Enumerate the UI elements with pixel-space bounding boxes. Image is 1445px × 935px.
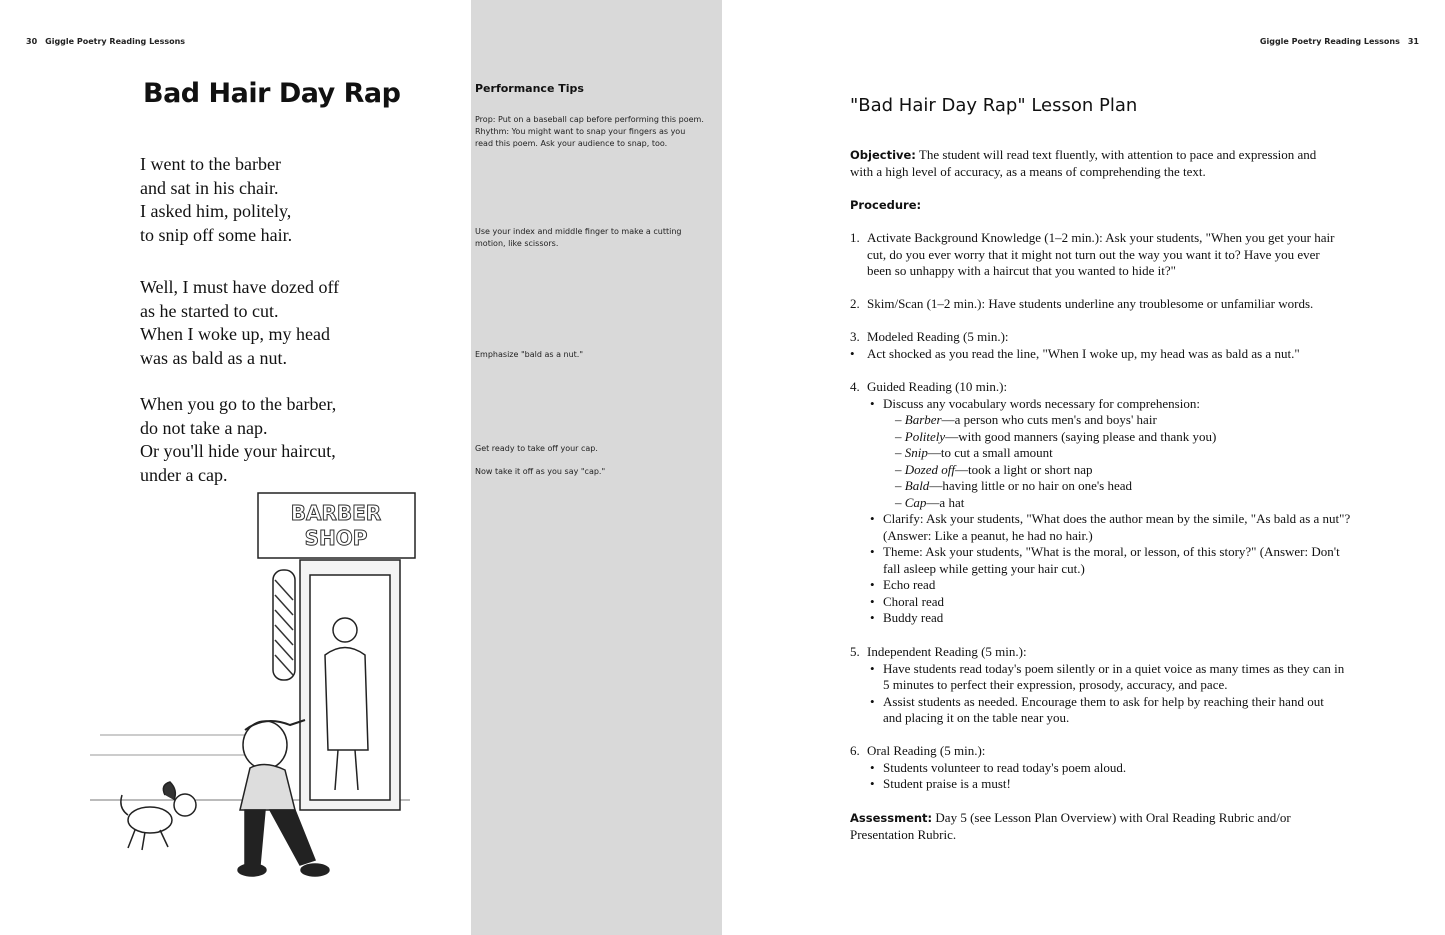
bullet-icon: • bbox=[870, 693, 875, 709]
tip-ready-cap bbox=[475, 443, 710, 455]
poem-line: When I woke up, my head bbox=[140, 324, 330, 344]
poem-line: Or you'll hide your haircut, bbox=[140, 441, 336, 461]
vocab-term: Barber bbox=[904, 412, 942, 427]
vocab-term: Dozed off bbox=[904, 461, 955, 477]
step-number: 2. bbox=[850, 296, 860, 311]
bullet-icon: • bbox=[870, 544, 875, 559]
step-5 bbox=[850, 644, 1344, 727]
step-number: 1. bbox=[850, 230, 860, 245]
poem-line: and sat in his chair. bbox=[140, 177, 279, 198]
poem-stanza-1 bbox=[140, 153, 292, 247]
bullet-icon: • bbox=[870, 511, 875, 526]
procedure-label: Procedure: bbox=[850, 198, 922, 212]
vocab-term: Snip bbox=[904, 445, 928, 460]
poem-line: Well, I must have dozed off bbox=[140, 277, 340, 297]
vocab-item: – Snip—to cut a small amount bbox=[895, 445, 1053, 460]
poem-line: as he started to cut. bbox=[140, 300, 279, 321]
objective-label: Objective: bbox=[850, 148, 916, 162]
vocab-term: Bald bbox=[904, 478, 930, 493]
objective-text: The student will read text fluently, with attention to pace and expression and bbox=[915, 147, 1317, 162]
poem-line: I asked him, politely, bbox=[140, 201, 292, 221]
tip-line: Prop: Put on a baseball cap before performing this poem. bbox=[475, 115, 704, 124]
step-text: Skim/Scan (1–2 min.): Have students underline any troublesome or unfamiliar words. bbox=[867, 296, 1314, 311]
step-text: Independent Reading (5 min.): bbox=[867, 644, 1027, 659]
poem-title: Bad Hair Day Rap bbox=[143, 78, 401, 109]
vocab-def: —took a light or short nap bbox=[954, 461, 1093, 477]
poem-line: to snip off some hair. bbox=[140, 224, 293, 245]
tip-prop-rhythm bbox=[475, 114, 710, 150]
left-running-head bbox=[26, 37, 185, 46]
step-number: 6. bbox=[850, 743, 860, 758]
step-2 bbox=[850, 296, 1313, 313]
step-number: 3. bbox=[850, 329, 860, 344]
poem-line: do not take a nap. bbox=[140, 417, 268, 438]
tip-line: Emphasize "bald as a nut." bbox=[475, 350, 584, 359]
bullet-text: Student praise is a must! bbox=[883, 776, 1011, 791]
vocab-term: Politely bbox=[904, 428, 946, 444]
step-text: Oral Reading (5 min.): bbox=[867, 743, 986, 758]
right-running-head-text: Giggle Poetry Reading Lessons bbox=[1259, 37, 1400, 46]
poem-stanza-3 bbox=[140, 393, 336, 487]
bullet-icon: • bbox=[870, 395, 875, 411]
bullet-icon: • bbox=[870, 593, 875, 609]
tips-title: Performance Tips bbox=[475, 82, 584, 95]
right-page-number: 31 bbox=[1407, 37, 1419, 46]
assessment-text: Presentation Rubric. bbox=[850, 826, 957, 842]
right-running-head bbox=[1260, 37, 1419, 46]
bullet-text: Clarify: Ask your students, "What does the author mean by the simile, "As bald as a nut"? bbox=[883, 511, 1351, 526]
left-running-head-text: Giggle Poetry Reading Lessons bbox=[45, 37, 186, 46]
poem-line: When you go to the barber, bbox=[140, 394, 337, 414]
vocab-def: —to cut a small amount bbox=[927, 445, 1053, 460]
objective-text: with a high level of accuracy, as a means of comprehending the text. bbox=[850, 163, 1206, 179]
tip-take-off-cap bbox=[475, 466, 710, 478]
lesson-plan-title: "Bad Hair Day Rap" Lesson Plan bbox=[850, 95, 1138, 116]
vocab-item: – Dozed off—took a light or short nap bbox=[895, 461, 1093, 477]
bullet-text: (Answer: Like a peanut, he had no hair.) bbox=[883, 527, 1093, 543]
tip-scissors bbox=[475, 226, 710, 250]
vocab-def: —a person who cuts men's and boys' hair bbox=[941, 412, 1157, 427]
bullet-icon: • bbox=[850, 345, 855, 361]
vocab-def: —a hat bbox=[926, 494, 965, 510]
bullet-text: Act shocked as you read the line, "When I woke up, my head was as bald as a nut." bbox=[867, 345, 1300, 361]
vocab-item: – Bald—having little or no hair on one's head bbox=[895, 478, 1133, 493]
vocab-item: – Barber—a person who cuts men's and boys' hair bbox=[895, 412, 1157, 427]
tip-line: Use your index and middle finger to make a cutting bbox=[475, 227, 682, 236]
bullet-text: Choral read bbox=[883, 593, 945, 609]
bullet-text: Echo read bbox=[883, 577, 936, 592]
step-4 bbox=[850, 379, 1350, 627]
step-3 bbox=[850, 329, 1300, 362]
vocab-item: – Politely—with good manners (saying please and thank you) bbox=[895, 428, 1217, 444]
step-text: Guided Reading (10 min.): bbox=[867, 379, 1008, 394]
barber-shop-illustration bbox=[90, 490, 470, 890]
bullet-text: Have students read today's poem silently or in a quiet voice as many times as they can in bbox=[883, 660, 1345, 676]
step-6 bbox=[850, 743, 1126, 793]
vocab-term: Cap bbox=[904, 494, 927, 510]
bullet-text: 5 minutes to perfect their expression, prosody, accuracy, and pace. bbox=[883, 677, 1228, 692]
bullet-text: Discuss any vocabulary words necessary for comprehension: bbox=[883, 395, 1200, 411]
step-text: cut, do you ever worry that it might not turn out the way you want it to? Have you ever bbox=[867, 246, 1320, 262]
bullet-text: Assist students as needed. Encourage them to ask for help by reaching their hand out bbox=[883, 693, 1324, 709]
tip-line: motion, like scissors. bbox=[475, 239, 559, 248]
tip-line: Now take it off as you say "cap." bbox=[475, 467, 606, 476]
bullet-text: and placing it on the table near you. bbox=[883, 710, 1070, 725]
bullet-icon: • bbox=[870, 577, 875, 592]
poem-stanza-2 bbox=[140, 276, 339, 370]
bullet-icon: • bbox=[870, 759, 875, 775]
assessment-label: Assessment: bbox=[850, 811, 933, 825]
vocab-def: —having little or no hair on one's head bbox=[929, 478, 1133, 493]
poem-line: I went to the barber bbox=[140, 154, 281, 174]
assessment bbox=[850, 810, 1291, 843]
tip-line: read this poem. Ask your audience to snap, too. bbox=[475, 139, 668, 148]
tip-line: Rhythm: You might want to snap your fingers as you bbox=[475, 127, 686, 136]
vocab-item: – Cap—a hat bbox=[895, 494, 965, 510]
left-page-number: 30 bbox=[26, 37, 38, 46]
step-text: Activate Background Knowledge (1–2 min.): Ask your students, "When you get your hair bbox=[867, 230, 1335, 245]
step-number: 5. bbox=[850, 644, 860, 659]
step-text: Modeled Reading (5 min.): bbox=[867, 329, 1009, 344]
step-text: been so unhappy with a haircut that you wanted to hide it?" bbox=[867, 263, 1176, 278]
bullet-text: fall asleep while getting your hair cut.) bbox=[883, 560, 1085, 576]
sign-text-barber: BARBER bbox=[290, 501, 382, 525]
vocab-def: —with good manners (saying please and thank you) bbox=[945, 428, 1217, 444]
bullet-text: Theme: Ask your students, "What is the moral, or lesson, of this story?" (Answer: Don't bbox=[883, 544, 1340, 559]
sign-text-shop: SHOP bbox=[304, 526, 368, 550]
bullet-icon: • bbox=[870, 660, 875, 676]
poem-line: was as bald as a nut. bbox=[140, 347, 287, 368]
step-1 bbox=[850, 230, 1334, 280]
tip-emphasize bbox=[475, 349, 710, 361]
poem-line: under a cap. bbox=[140, 464, 228, 485]
assessment-text: Day 5 (see Lesson Plan Overview) with Oral Reading Rubric and/or bbox=[932, 810, 1291, 825]
bullet-text: Buddy read bbox=[883, 610, 944, 625]
bullet-icon: • bbox=[870, 776, 875, 791]
objective bbox=[850, 147, 1316, 180]
step-number: 4. bbox=[850, 379, 860, 394]
bullet-icon: • bbox=[870, 610, 875, 625]
bullet-text: Students volunteer to read today's poem aloud. bbox=[883, 759, 1127, 775]
tip-line: Get ready to take off your cap. bbox=[475, 444, 598, 453]
